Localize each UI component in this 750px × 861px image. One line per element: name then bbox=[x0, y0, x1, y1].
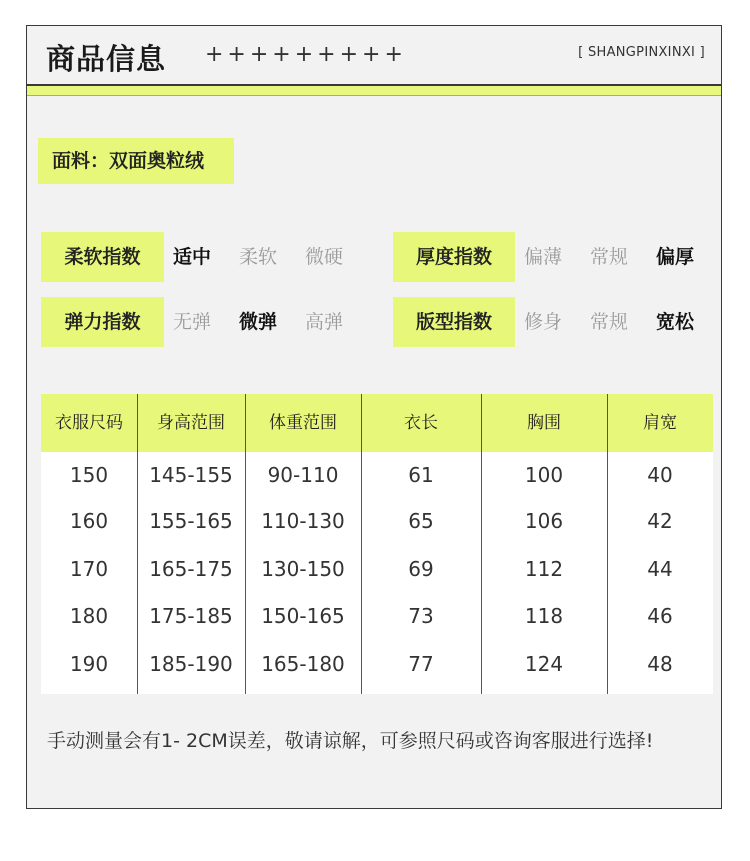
column-header: 衣长 bbox=[404, 413, 438, 433]
softness-option: 微硬 bbox=[305, 246, 344, 268]
table-cell: 48 bbox=[647, 652, 673, 676]
column-header: 衣服尺码 bbox=[55, 413, 123, 433]
table-cell: 118 bbox=[524, 604, 564, 628]
table-cell: 65 bbox=[408, 509, 434, 533]
softness-option: 柔软 bbox=[239, 246, 278, 268]
index-label-softness: 柔软指数 bbox=[41, 232, 164, 282]
table-cell: 180 bbox=[69, 604, 109, 628]
size-table bbox=[41, 394, 713, 694]
table-cell: 150 bbox=[69, 463, 109, 487]
elasticity-option: 无弹 bbox=[173, 311, 212, 333]
table-cell: 185-190 bbox=[149, 652, 233, 676]
column-header: 肩宽 bbox=[643, 413, 677, 433]
table-cell: 44 bbox=[647, 557, 673, 581]
fabric-label: 面料：双面奥粒绒 bbox=[38, 138, 234, 184]
table-cell: 112 bbox=[524, 557, 564, 581]
table-cell: 165-180 bbox=[261, 652, 345, 676]
table-cell: 124 bbox=[524, 652, 564, 676]
table-cell: 90-110 bbox=[267, 463, 339, 487]
softness-option: 适中 bbox=[173, 246, 212, 268]
plus-decoration: +++++++++ bbox=[205, 42, 407, 67]
table-cell: 175-185 bbox=[149, 604, 233, 628]
column-header: 胸围 bbox=[527, 413, 561, 433]
measurement-note: 手动测量会有1- 2CM误差，敬请谅解，可参照尺码或咨询客服进行选择! bbox=[47, 730, 654, 752]
table-cell: 69 bbox=[408, 557, 434, 581]
accent-bar-underline bbox=[27, 95, 721, 96]
table-cell: 155-165 bbox=[149, 509, 233, 533]
section-title: 商品信息 bbox=[46, 42, 167, 76]
column-header: 体重范围 bbox=[269, 413, 337, 433]
table-cell: 61 bbox=[408, 463, 434, 487]
column-header: 身高范围 bbox=[157, 413, 225, 433]
elasticity-option: 微弹 bbox=[239, 311, 278, 333]
elasticity-option: 高弹 bbox=[305, 311, 344, 333]
table-cell: 150-165 bbox=[261, 604, 345, 628]
index-label-elasticity: 弹力指数 bbox=[41, 297, 164, 347]
table-cell: 130-150 bbox=[261, 557, 345, 581]
fit-option: 宽松 bbox=[656, 311, 695, 333]
index-label-fit: 版型指数 bbox=[393, 297, 515, 347]
table-cell: 42 bbox=[647, 509, 673, 533]
thickness-option: 偏薄 bbox=[524, 246, 563, 268]
fit-option: 修身 bbox=[524, 311, 563, 333]
accent-bar bbox=[27, 86, 721, 95]
table-cell: 46 bbox=[647, 604, 673, 628]
table-cell: 77 bbox=[408, 652, 434, 676]
thickness-option: 常规 bbox=[590, 246, 629, 268]
table-cell: 40 bbox=[647, 463, 673, 487]
product-info-card bbox=[26, 25, 722, 809]
table-cell: 160 bbox=[69, 509, 109, 533]
index-label-thickness: 厚度指数 bbox=[393, 232, 515, 282]
table-cell: 165-175 bbox=[149, 557, 233, 581]
table-header bbox=[41, 394, 713, 452]
table-cell: 73 bbox=[408, 604, 434, 628]
table-cell: 145-155 bbox=[149, 463, 233, 487]
table-cell: 106 bbox=[524, 509, 564, 533]
table-cell: 110-130 bbox=[261, 509, 345, 533]
header bbox=[27, 26, 721, 86]
table-cell: 170 bbox=[69, 557, 109, 581]
thickness-option: 偏厚 bbox=[656, 246, 695, 268]
section-code: [ SHANGPINXINXI ] bbox=[578, 45, 705, 60]
fit-option: 常规 bbox=[590, 311, 629, 333]
table-cell: 190 bbox=[69, 652, 109, 676]
table-cell: 100 bbox=[524, 463, 564, 487]
